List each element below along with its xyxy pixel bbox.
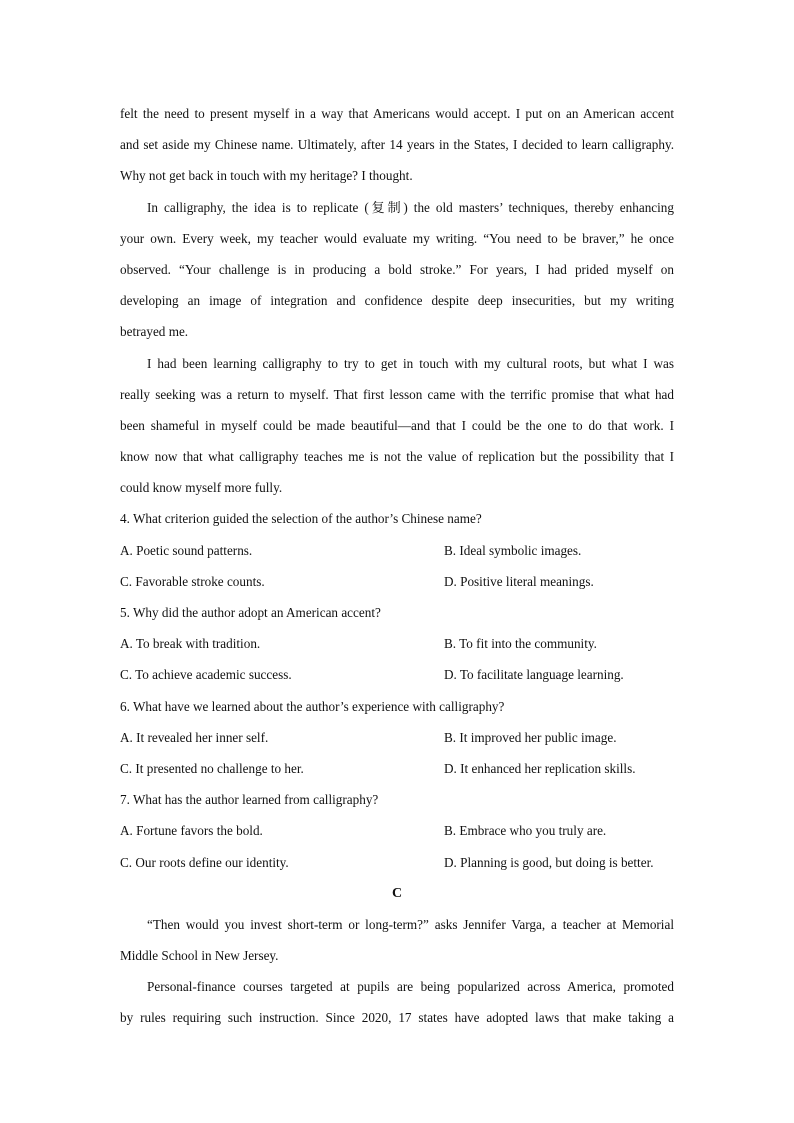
passage-b-line: developing an image of integration and confidence despite deep insecurities, but my writing <box>120 293 674 309</box>
question-5-options-row-2 <box>120 659 674 690</box>
passage-b-line: really seeking was a return to myself. That first lesson came with the terrific promise that what had <box>120 386 674 402</box>
option-4b: B. Ideal symbolic images. <box>444 542 582 558</box>
option-7a: A. Fortune favors the bold. <box>120 823 263 839</box>
passage-b-line: In calligraphy, the idea is to replicate (复制) the old masters’ techniques, thereby enhancing <box>147 199 674 215</box>
passage-b-line: Why not get back in touch with my heritage? I thought. <box>120 168 413 184</box>
passage-b-line: I had been learning calligraphy to try to get in touch with my cultural roots, but what I was <box>147 355 674 371</box>
question-stem-4: 4. What criterion guided the selection of the author’s Chinese name? <box>120 511 482 527</box>
question-7-options-row-2 <box>120 847 674 878</box>
question-6-options-row-2 <box>120 753 674 784</box>
option-4c: C. Favorable stroke counts. <box>120 573 265 589</box>
option-7b: B. Embrace who you truly are. <box>444 823 607 839</box>
document-page <box>120 98 674 1034</box>
passage-c-line: Personal-finance courses targeted at pupils are being popularized across America, promoted <box>147 979 674 995</box>
passage-c-line: Middle School in New Jersey. <box>120 948 279 964</box>
option-4d: D. Positive literal meanings. <box>444 573 594 589</box>
question-stem-5: 5. Why did the author adopt an American accent? <box>120 605 381 620</box>
question-stem-6: 6. What have we learned about the author’s experience with calligraphy? <box>120 698 505 714</box>
option-6c: C. It presented no challenge to her. <box>120 760 304 776</box>
question-6-options-row-1 <box>120 722 674 753</box>
question-5-options-row-1 <box>120 628 674 659</box>
passage-b-line: felt the need to present myself in a way that Americans would accept. I put on an American accent <box>120 106 674 121</box>
section-heading: C <box>391 885 403 901</box>
passage-b-line: and set aside my Chinese name. Ultimately, after 14 years in the States, I decided to learn calligraphy. <box>120 137 674 153</box>
option-4a: A. Poetic sound patterns. <box>120 542 253 558</box>
passage-c-line: by rules requiring such instruction. Since 2020, 17 states have adopted laws that make taking a <box>120 1010 674 1026</box>
option-5a: A. To break with tradition. <box>120 636 261 652</box>
option-5b: B. To fit into the community. <box>444 636 597 652</box>
passage-b-line: could know myself more fully. <box>120 480 283 496</box>
passage-b-line: betrayed me. <box>120 324 189 340</box>
option-6b: B. It improved her public image. <box>444 729 617 745</box>
option-7c: C. Our roots define our identity. <box>120 854 289 870</box>
option-5d: D. To facilitate language learning. <box>444 667 624 683</box>
option-6a: A. It revealed her inner self. <box>120 729 269 745</box>
question-7-options-row-1 <box>120 815 674 846</box>
option-6d: D. It enhanced her replication skills. <box>444 760 636 776</box>
question-stem-7: 7. What has the author learned from calligraphy? <box>120 792 379 808</box>
question-4-options-row-2 <box>120 566 674 597</box>
passage-b-line: been shameful in myself could be made beautiful—and that I could be the one to do that work. I <box>120 417 674 433</box>
question-4-options-row-1 <box>120 535 674 566</box>
option-5c: C. To achieve academic success. <box>120 667 292 683</box>
passage-b-line: your own. Every week, my teacher would evaluate my writing. “You need to be braver,” he once <box>120 230 674 246</box>
passage-b-line: observed. “Your challenge is in producing a bold stroke.” For years, I had prided myself on <box>120 261 674 277</box>
passage-c-line: “Then would you invest short-term or long-term?” asks Jennifer Varga, a teacher at Memorial <box>147 916 674 932</box>
passage-b-line: know now that what calligraphy teaches me is not the value of replication but the possibility that I <box>120 449 674 465</box>
option-7d: D. Planning is good, but doing is better. <box>444 854 654 870</box>
